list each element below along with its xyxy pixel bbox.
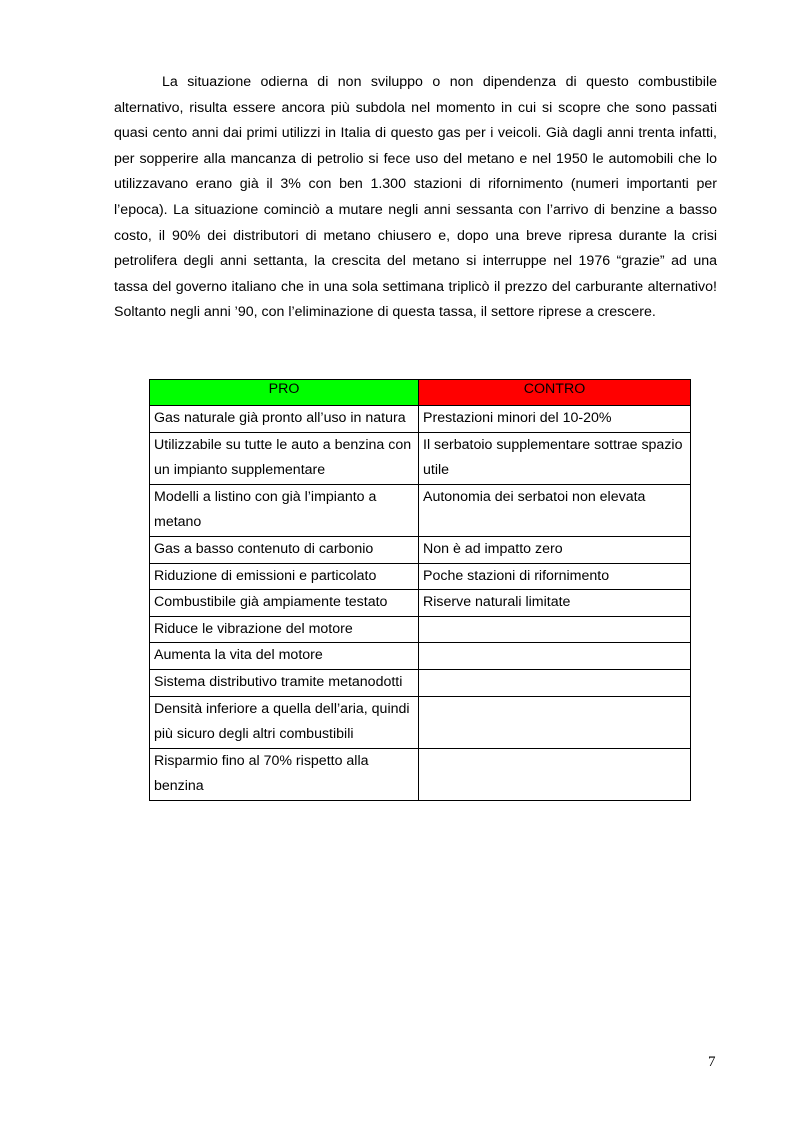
- pro-cell: Gas naturale già pronto all’uso in natura: [150, 406, 419, 433]
- pro-cell: Risparmio fino al 70% rispetto alla benzina: [150, 748, 419, 800]
- table-row: [150, 590, 691, 617]
- table-row: [150, 563, 691, 590]
- contro-cell: Prestazioni minori del 10-20%: [419, 406, 691, 433]
- pro-cell: Modelli a listino con già l’impianto a metano: [150, 484, 419, 536]
- contro-cell: Il serbatoio supplementare sottrae spazio utile: [419, 432, 691, 484]
- contro-cell: Non è ad impatto zero: [419, 536, 691, 563]
- pro-cell: Utilizzabile su tutte le auto a benzina con un impianto supplementare: [150, 432, 419, 484]
- pro-cell: Riduce le vibrazione del motore: [150, 616, 419, 643]
- table-row: [150, 616, 691, 643]
- pro-cell: Riduzione di emissioni e particolato: [150, 563, 419, 590]
- pro-cell: Densità inferiore a quella dell’aria, quindi più sicuro degli altri combustibili: [150, 696, 419, 748]
- table-row: [150, 696, 691, 748]
- table-row: [150, 406, 691, 433]
- table-row: [150, 484, 691, 536]
- body-paragraph: La situazione odierna di non sviluppo o non dipendenza di questo combustibile alternativo, risulta essere ancora più subdola nel momento in cui si scopre che sono passati quasi cento anni dai primi utilizzi in Italia di questo gas per i veicoli. Già dagli anni trenta infatti, per sopperire alla mancanza di petrolio si fece uso del metano e nel 1950 le automobili che lo utilizzavano erano già il 3% con ben 1.300 stazioni di rifornimento (numeri importanti per l’epoca). La situazione cominciò a mutare negli anni sessanta con l’arrivo di benzine a basso costo, il 90% dei distributori di metano chiusero e, dopo una breve ripresa durante la crisi petrolifera degli anni settanta, la crescita del metano si interruppe nel 1976 “grazie” ad una tassa del governo italiano che in una sola settimana triplicò il prezzo del carburante alternativo! Soltanto negli anni ’90, con l’eliminazione di questa tassa, il settore riprese a crescere.: [114, 74, 717, 321]
- pro-cell: Combustibile già ampiamente testato: [150, 590, 419, 617]
- table-row: [150, 643, 691, 670]
- table-row: [150, 669, 691, 696]
- table-row: [150, 536, 691, 563]
- contro-cell: [419, 643, 691, 670]
- contro-cell: [419, 696, 691, 748]
- contro-cell: Autonomia dei serbatoi non elevata: [419, 484, 691, 536]
- pro-cell: Aumenta la vita del motore: [150, 643, 419, 670]
- page-number: 7: [708, 1054, 716, 1070]
- contro-cell: Riserve naturali limitate: [419, 590, 691, 617]
- contro-header: CONTRO: [419, 380, 691, 406]
- table-header-row: [150, 380, 691, 406]
- contro-cell: [419, 616, 691, 643]
- pro-header: PRO: [150, 380, 419, 406]
- table-row: [150, 748, 691, 800]
- contro-cell: Poche stazioni di rifornimento: [419, 563, 691, 590]
- table-row: [150, 432, 691, 484]
- contro-cell: [419, 748, 691, 800]
- contro-cell: [419, 669, 691, 696]
- pro-cell: Gas a basso contenuto di carbonio: [150, 536, 419, 563]
- pro-contro-table: [149, 379, 691, 801]
- pro-cell: Sistema distributivo tramite metanodotti: [150, 669, 419, 696]
